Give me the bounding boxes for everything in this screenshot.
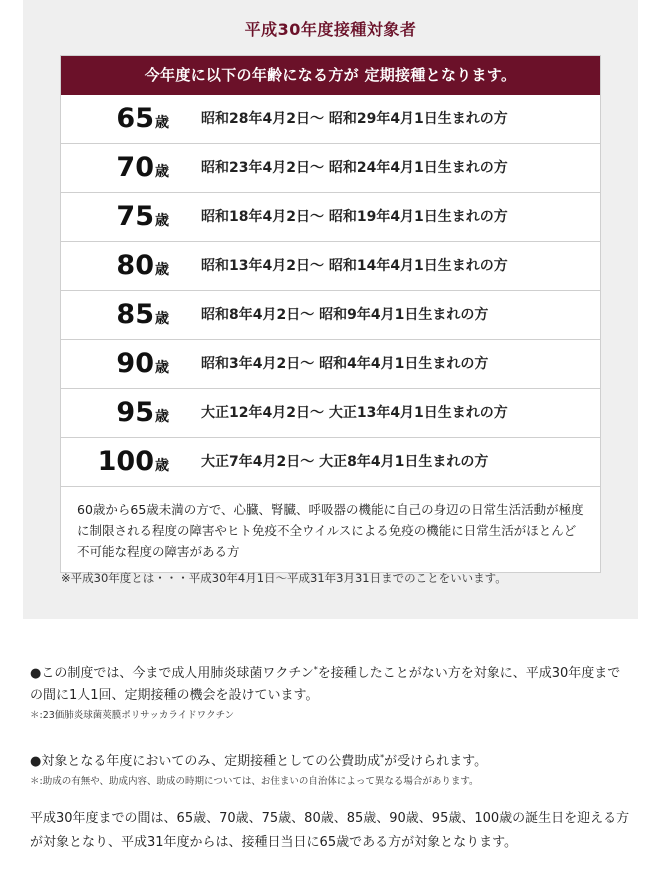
- birth-period: 大正7年4月2日～ 大正8年4月1日生まれの方: [201, 454, 489, 470]
- age-unit: 歳: [155, 213, 169, 229]
- age-cell: [61, 95, 169, 143]
- closing-paragraph: 平成30年度までの間は、65歳、70歳、75歳、80歳、85歳、90歳、95歳、100歳の誕生日を迎える方が対象となり、平成31年度からは、接種日当日に65歳である方が対象となります。: [30, 811, 630, 850]
- age-unit: 歳: [155, 164, 169, 180]
- age-unit: 歳: [155, 262, 169, 278]
- bullet-text-part: ●対象となる年度においてのみ、定期接種としての公費助成: [30, 754, 381, 769]
- birth-period: 昭和28年4月2日～ 昭和29年4月1日生まれの方: [201, 111, 508, 127]
- eligibility-panel: [23, 0, 638, 619]
- birth-period: 昭和13年4月2日～ 昭和14年4月1日生まれの方: [201, 258, 508, 274]
- age-cell: [61, 291, 169, 339]
- table-row: [61, 193, 600, 242]
- age-number: 90: [116, 348, 154, 379]
- table-row: [61, 291, 600, 340]
- birth-period: 昭和8年4月2日～ 昭和9年4月1日生まれの方: [201, 307, 489, 323]
- bullet-text-part: が受けられます。: [384, 754, 488, 769]
- age-cell: [61, 438, 169, 486]
- age-number: 80: [116, 250, 154, 281]
- birth-period: 昭和3年4月2日～ 昭和4年4月1日生まれの方: [201, 356, 489, 372]
- age-number: 100: [97, 446, 154, 477]
- table-note: 60歳から65歳未満の方で、心臓、腎臓、呼吸器の機能に自己の身辺の日常生活活動が極度に制限される程度の障害やヒト免疫不全ウイルスによる免疫の機能に日常生活がほとんど不可能な程度の障害がある方: [77, 502, 584, 559]
- table-row: [61, 95, 600, 144]
- age-cell: [61, 389, 169, 437]
- table-row: [61, 144, 600, 193]
- table-header: 今年度に以下の年齢になる方が 定期接種となります。: [61, 56, 600, 95]
- bullet-text-2: [30, 747, 630, 773]
- bullet-text-part: ●この制度では、今まで成人用肺炎球菌ワクチン: [30, 666, 314, 681]
- age-number: 65: [116, 103, 154, 134]
- bullet-paragraph-2: [30, 747, 630, 787]
- birth-period: 昭和23年4月2日～ 昭和24年4月1日生まれの方: [201, 160, 508, 176]
- age-cell: [61, 242, 169, 290]
- age-number: 95: [116, 397, 154, 428]
- age-cell: [61, 144, 169, 192]
- fiscal-year-footnote: ※平成30年度とは・・・平成30年4月1日～平成31年3月31日までのことをいいます。: [61, 571, 507, 585]
- table-row: [61, 438, 600, 487]
- panel-title: 平成30年度接種対象者: [244, 20, 417, 39]
- age-unit: 歳: [155, 360, 169, 376]
- bullet-subnote-2: ＊:助成の有無や、助成内容、助成の時期については、お住まいの自治体によって異なる場合があります。: [30, 776, 479, 787]
- eligibility-table: [60, 55, 601, 573]
- table-row: [61, 242, 600, 291]
- age-unit: 歳: [155, 115, 169, 131]
- age-number: 75: [116, 201, 154, 232]
- table-row: [61, 340, 600, 389]
- bullet-text-1: [30, 659, 630, 707]
- footnote-mark: *: [313, 665, 318, 674]
- bullet-text-part: を接種したことがない方を対象に、平成30年度までの間に1人1回、定期接種の機会を設けています。: [30, 666, 621, 703]
- age-number: 70: [116, 152, 154, 183]
- age-cell: [61, 193, 169, 241]
- age-number: 85: [116, 299, 154, 330]
- bullet-paragraph-1: [30, 659, 630, 721]
- table-row: [61, 389, 600, 438]
- footnote-mark: *: [380, 753, 385, 762]
- birth-period: 大正12年4月2日～ 大正13年4月1日生まれの方: [201, 405, 508, 421]
- age-cell: [61, 340, 169, 388]
- age-unit: 歳: [155, 311, 169, 327]
- bullet-subnote-1: ＊:23価肺炎球菌莢膜ポリサッカライドワクチン: [30, 710, 235, 721]
- age-unit: 歳: [155, 458, 169, 474]
- birth-period: 昭和18年4月2日～ 昭和19年4月1日生まれの方: [201, 209, 508, 225]
- age-unit: 歳: [155, 409, 169, 425]
